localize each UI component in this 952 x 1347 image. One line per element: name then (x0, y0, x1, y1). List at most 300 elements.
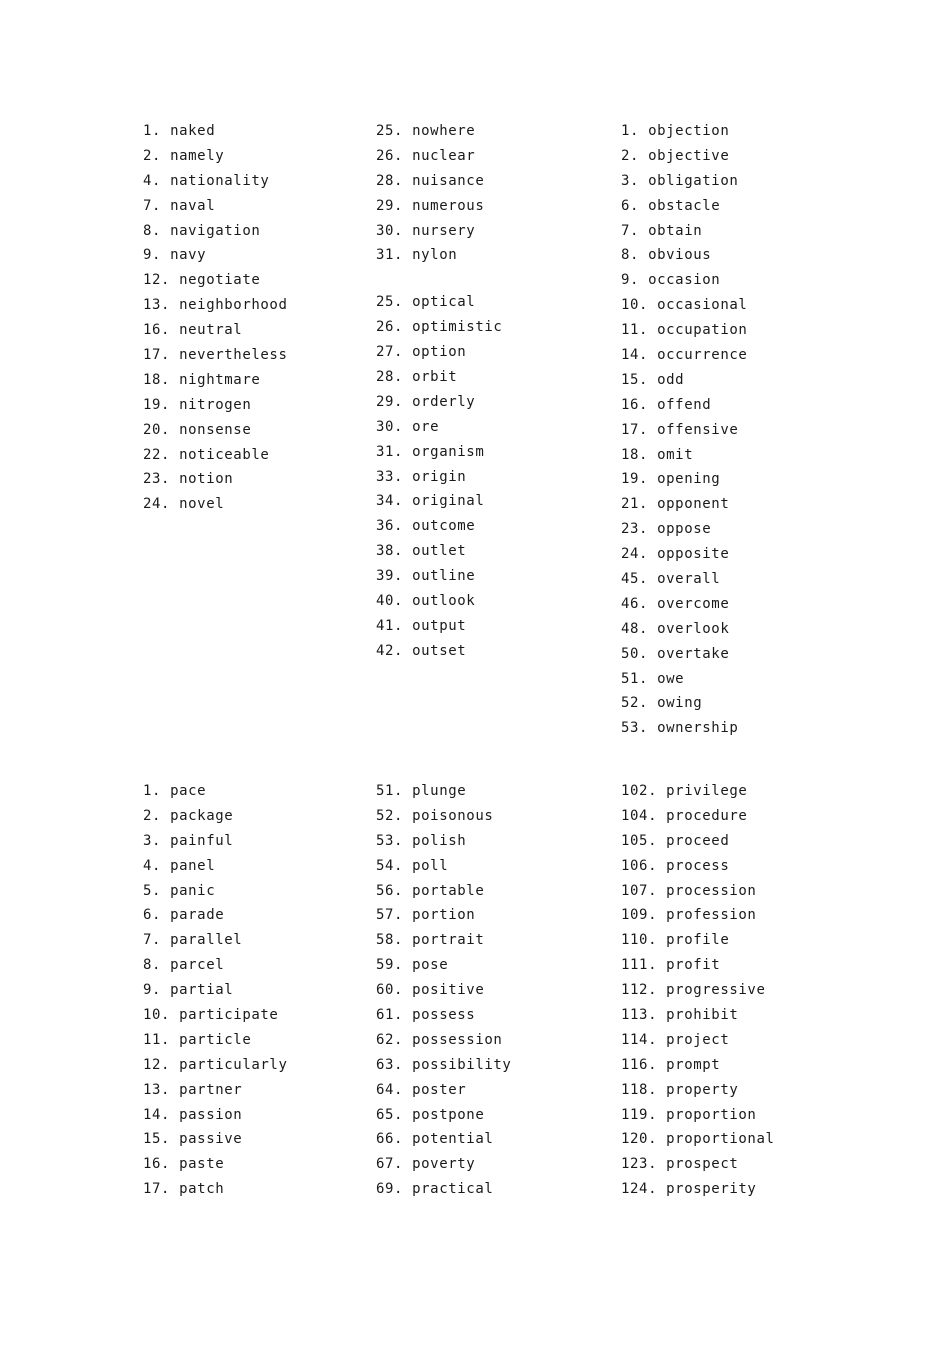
word-entry (376, 614, 502, 639)
entry-number: 38. (376, 543, 404, 560)
word-entry (143, 879, 287, 904)
word-entry (621, 716, 747, 741)
entry-word: proportional (666, 1131, 775, 1148)
word-entry (621, 928, 775, 953)
entry-number: 18. (621, 446, 649, 463)
word-entry (621, 1028, 775, 1053)
entry-number: 13. (143, 1081, 171, 1098)
entry-number: 102. (621, 783, 658, 799)
word-entry (621, 617, 747, 642)
entry-number: 28. (376, 172, 404, 189)
entry-number: 2. (143, 807, 162, 824)
word-entry (143, 268, 287, 293)
entry-word: procession (666, 882, 757, 899)
entry-number: 12. (143, 272, 171, 289)
entry-word: objective (648, 147, 730, 164)
word-entry (621, 1078, 775, 1103)
word-entry (143, 854, 287, 879)
word-entry (621, 194, 747, 219)
entry-number: 34. (376, 493, 404, 510)
word-entry (621, 119, 747, 144)
entry-number: 15. (143, 1131, 171, 1148)
entry-word: option (412, 344, 467, 361)
entry-word: obstacle (648, 197, 721, 214)
entry-word: poverty (412, 1156, 476, 1173)
word-entry (143, 1152, 287, 1177)
entry-number: 52. (621, 695, 649, 712)
word-entry (621, 467, 747, 492)
entry-number: 39. (376, 568, 404, 585)
entry-word: privilege (666, 783, 748, 799)
word-entry (621, 592, 747, 617)
word-entry (143, 1053, 287, 1078)
word-entry (621, 492, 747, 517)
word-entry (376, 779, 511, 804)
word-entry (621, 879, 775, 904)
entry-number: 66. (376, 1131, 404, 1148)
word-entry (621, 393, 747, 418)
word-entry (376, 365, 502, 390)
entry-word: partial (170, 982, 234, 999)
entry-number: 4. (143, 172, 162, 189)
entry-number: 41. (376, 617, 404, 634)
entry-word: obtain (648, 222, 703, 239)
entry-number: 50. (621, 645, 649, 662)
word-entry (376, 219, 502, 244)
entry-number: 3. (621, 172, 640, 189)
entry-word: portion (412, 907, 476, 924)
entry-number: 118. (621, 1081, 658, 1098)
entry-number: 9. (143, 982, 162, 999)
entry-word: organism (412, 443, 485, 460)
word-entry (143, 492, 287, 517)
entry-number: 2. (143, 147, 162, 164)
word-entry (376, 194, 502, 219)
entry-number: 119. (621, 1106, 658, 1123)
entry-number: 6. (621, 197, 640, 214)
word-entry (376, 315, 502, 340)
entry-word: poisonous (412, 807, 494, 824)
entry-number: 52. (376, 807, 404, 824)
word-entry (621, 293, 747, 318)
word-entry (376, 539, 502, 564)
word-entry (376, 1103, 511, 1128)
word-entry (143, 393, 287, 418)
word-entry (376, 804, 511, 829)
word-entry (376, 390, 502, 415)
word-entry (376, 1127, 511, 1152)
entry-word: proceed (666, 832, 730, 849)
entry-number: 113. (621, 1007, 658, 1024)
entry-word: overtake (657, 645, 730, 662)
entry-number: 120. (621, 1131, 658, 1148)
word-entry (143, 1028, 287, 1053)
entry-word: passive (179, 1131, 243, 1148)
entry-number: 57. (376, 907, 404, 924)
entry-word: painful (170, 832, 234, 849)
entry-word: namely (170, 147, 225, 164)
word-entry (376, 514, 502, 539)
word-entry (376, 415, 502, 440)
word-group (143, 119, 287, 517)
entry-number: 11. (621, 322, 649, 339)
entry-number: 23. (143, 471, 171, 488)
entry-number: 36. (376, 518, 404, 535)
entry-word: opponent (657, 496, 730, 513)
entry-word: postpone (412, 1106, 485, 1123)
word-entry (621, 978, 775, 1003)
entry-word: optical (412, 294, 476, 311)
entry-word: notion (179, 471, 234, 488)
word-entry (143, 804, 287, 829)
entry-word: passion (179, 1106, 243, 1123)
entry-word: nitrogen (179, 396, 252, 413)
word-entry (143, 169, 287, 194)
entry-number: 27. (376, 344, 404, 361)
word-entry (621, 343, 747, 368)
word-entry (376, 1003, 511, 1028)
word-entry (376, 639, 502, 664)
entry-word: panic (170, 882, 216, 899)
word-entry (143, 978, 287, 1003)
word-entry (621, 1003, 775, 1028)
word-entry (143, 119, 287, 144)
entry-word: portrait (412, 932, 485, 949)
entry-word: occasional (657, 297, 748, 314)
entry-number: 7. (143, 197, 162, 214)
entry-number: 4. (143, 857, 162, 874)
entry-number: 17. (621, 421, 649, 438)
entry-number: 106. (621, 857, 658, 874)
entry-number: 53. (621, 720, 649, 737)
entry-number: 13. (143, 297, 171, 314)
word-entry (621, 219, 747, 244)
entry-word: partner (179, 1081, 243, 1098)
entry-number: 16. (143, 322, 171, 339)
word-entry (621, 1103, 775, 1128)
word-entry (376, 953, 511, 978)
word-entry (621, 953, 775, 978)
entry-number: 16. (621, 396, 649, 413)
entry-number: 109. (621, 907, 658, 924)
entry-word: particularly (179, 1056, 288, 1073)
entry-number: 53. (376, 832, 404, 849)
entry-word: possession (412, 1031, 503, 1048)
entry-word: neighborhood (179, 297, 288, 314)
word-entry (621, 318, 747, 343)
entry-word: nightmare (179, 371, 261, 388)
entry-word: prosperity (666, 1181, 757, 1198)
word-entry (621, 169, 747, 194)
word-entry (143, 219, 287, 244)
entry-word: panel (170, 857, 216, 874)
word-entry (376, 854, 511, 879)
word-entry (376, 340, 502, 365)
entry-word: opening (657, 471, 721, 488)
entry-word: occasion (648, 272, 721, 289)
entry-number: 104. (621, 807, 658, 824)
entry-word: package (170, 807, 234, 824)
word-entry (621, 804, 775, 829)
word-entry (143, 467, 287, 492)
entry-number: 42. (376, 642, 404, 659)
word-entry (376, 1177, 511, 1202)
word-entry (376, 243, 502, 268)
entry-word: project (666, 1031, 730, 1048)
word-entry (376, 465, 502, 490)
word-entry (143, 779, 287, 804)
entry-word: oppose (657, 521, 712, 538)
word-entry (143, 443, 287, 468)
word-entry (621, 1053, 775, 1078)
entry-word: parallel (170, 932, 243, 949)
entry-word: naked (170, 123, 216, 139)
entry-word: odd (657, 371, 685, 388)
word-entry (143, 953, 287, 978)
word-entry (621, 667, 747, 692)
entry-word: nylon (412, 247, 458, 264)
entry-word: outset (412, 642, 467, 659)
word-entry (143, 293, 287, 318)
word-entry (376, 440, 502, 465)
word-entry (143, 928, 287, 953)
word-entry (621, 542, 747, 567)
word-column (621, 119, 747, 741)
word-entry (621, 368, 747, 393)
entry-number: 8. (621, 247, 640, 264)
entry-word: poster (412, 1081, 467, 1098)
entry-word: pace (170, 783, 207, 799)
word-entry (621, 779, 775, 804)
entry-word: original (412, 493, 485, 510)
entry-number: 15. (621, 371, 649, 388)
entry-word: nationality (170, 172, 270, 189)
entry-number: 46. (621, 595, 649, 612)
entry-number: 26. (376, 147, 404, 164)
word-entry (376, 290, 502, 315)
word-group (376, 119, 502, 268)
entry-number: 9. (621, 272, 640, 289)
entry-word: profession (666, 907, 757, 924)
word-entry (621, 691, 747, 716)
entry-number: 10. (621, 297, 649, 314)
word-entry (621, 854, 775, 879)
word-entry (143, 243, 287, 268)
word-group (376, 290, 502, 663)
entry-number: 62. (376, 1031, 404, 1048)
entry-word: nonsense (179, 421, 252, 438)
entry-number: 12. (143, 1056, 171, 1073)
word-entry (143, 903, 287, 928)
entry-word: occupation (657, 322, 748, 339)
entry-word: profit (666, 957, 721, 974)
entry-number: 7. (143, 932, 162, 949)
entry-word: participate (179, 1007, 279, 1024)
entry-word: owe (657, 670, 685, 687)
entry-word: prohibit (666, 1007, 739, 1024)
entry-number: 25. (376, 294, 404, 311)
entry-number: 61. (376, 1007, 404, 1024)
entry-word: output (412, 617, 467, 634)
word-entry (621, 829, 775, 854)
word-group (143, 779, 287, 1202)
entry-word: opposite (657, 546, 730, 563)
word-entry (143, 829, 287, 854)
entry-number: 23. (621, 521, 649, 538)
word-entry (621, 268, 747, 293)
entry-number: 114. (621, 1031, 658, 1048)
entry-word: paste (179, 1156, 225, 1173)
word-entry (621, 1177, 775, 1202)
word-entry (376, 1078, 511, 1103)
entry-word: nevertheless (179, 347, 288, 364)
entry-number: 116. (621, 1056, 658, 1073)
entry-word: parade (170, 907, 225, 924)
entry-number: 25. (376, 123, 404, 139)
entry-word: portable (412, 882, 485, 899)
entry-number: 59. (376, 957, 404, 974)
word-entry (621, 517, 747, 542)
entry-number: 31. (376, 247, 404, 264)
entry-number: 48. (621, 620, 649, 637)
word-entry (143, 1078, 287, 1103)
entry-word: outlook (412, 593, 476, 610)
entry-word: profile (666, 932, 730, 949)
entry-word: orderly (412, 393, 476, 410)
entry-word: plunge (412, 783, 467, 799)
word-entry (376, 169, 502, 194)
entry-word: polish (412, 832, 467, 849)
entry-number: 110. (621, 932, 658, 949)
word-entry (376, 589, 502, 614)
entry-number: 123. (621, 1156, 658, 1173)
word-entry (376, 829, 511, 854)
word-entry (376, 1053, 511, 1078)
entry-number: 67. (376, 1156, 404, 1173)
entry-number: 124. (621, 1181, 658, 1198)
entry-word: navy (170, 247, 207, 264)
word-entry (376, 144, 502, 169)
entry-number: 64. (376, 1081, 404, 1098)
entry-word: nuisance (412, 172, 485, 189)
word-entry (621, 567, 747, 592)
entry-word: patch (179, 1181, 225, 1198)
word-entry (621, 642, 747, 667)
entry-number: 19. (621, 471, 649, 488)
entry-word: proportion (666, 1106, 757, 1123)
word-entry (376, 903, 511, 928)
entry-number: 3. (143, 832, 162, 849)
entry-word: progressive (666, 982, 766, 999)
entry-word: prompt (666, 1056, 721, 1073)
word-entry (143, 368, 287, 393)
word-entry (621, 443, 747, 468)
entry-word: objection (648, 123, 730, 139)
entry-number: 1. (143, 123, 162, 139)
word-column (143, 779, 287, 1202)
entry-number: 56. (376, 882, 404, 899)
entry-number: 14. (621, 347, 649, 364)
entry-word: obligation (648, 172, 739, 189)
entry-word: nuclear (412, 147, 476, 164)
word-entry (376, 928, 511, 953)
entry-number: 22. (143, 446, 171, 463)
entry-number: 10. (143, 1007, 171, 1024)
entry-word: naval (170, 197, 216, 214)
entry-number: 26. (376, 319, 404, 336)
entry-number: 30. (376, 418, 404, 435)
entry-word: practical (412, 1181, 494, 1198)
entry-word: neutral (179, 322, 243, 339)
entry-number: 29. (376, 197, 404, 214)
entry-number: 30. (376, 222, 404, 239)
word-entry (143, 144, 287, 169)
word-entry (143, 1127, 287, 1152)
entry-word: positive (412, 982, 485, 999)
entry-word: potential (412, 1131, 494, 1148)
entry-word: origin (412, 468, 467, 485)
word-entry (621, 418, 747, 443)
entry-number: 24. (621, 546, 649, 563)
entry-word: outcome (412, 518, 476, 535)
entry-word: navigation (170, 222, 261, 239)
word-entry (376, 879, 511, 904)
entry-word: owing (657, 695, 703, 712)
entry-number: 14. (143, 1106, 171, 1123)
entry-number: 1. (621, 123, 640, 139)
entry-word: negotiate (179, 272, 261, 289)
entry-number: 107. (621, 882, 658, 899)
word-column (376, 119, 502, 664)
entry-word: obvious (648, 247, 712, 264)
entry-word: parcel (170, 957, 225, 974)
entry-word: prospect (666, 1156, 739, 1173)
entry-word: nursery (412, 222, 476, 239)
entry-number: 51. (621, 670, 649, 687)
entry-number: 60. (376, 982, 404, 999)
entry-number: 16. (143, 1156, 171, 1173)
entry-word: novel (179, 496, 225, 513)
entry-number: 6. (143, 907, 162, 924)
entry-number: 8. (143, 957, 162, 974)
entry-word: overall (657, 571, 721, 588)
entry-number: 28. (376, 369, 404, 386)
entry-number: 7. (621, 222, 640, 239)
entry-number: 58. (376, 932, 404, 949)
entry-word: ownership (657, 720, 739, 737)
entry-number: 105. (621, 832, 658, 849)
entry-number: 31. (376, 443, 404, 460)
entry-word: offensive (657, 421, 739, 438)
word-entry (143, 343, 287, 368)
word-entry (621, 243, 747, 268)
entry-number: 17. (143, 347, 171, 364)
entry-word: omit (657, 446, 694, 463)
entry-number: 1. (143, 783, 162, 799)
word-entry (376, 978, 511, 1003)
word-entry (621, 1127, 775, 1152)
entry-word: particle (179, 1031, 252, 1048)
word-entry (143, 418, 287, 443)
word-entry (143, 1003, 287, 1028)
entry-number: 45. (621, 571, 649, 588)
word-entry (143, 194, 287, 219)
entry-word: overcome (657, 595, 730, 612)
entry-word: outlet (412, 543, 467, 560)
entry-number: 11. (143, 1031, 171, 1048)
entry-word: optimistic (412, 319, 503, 336)
entry-word: pose (412, 957, 449, 974)
